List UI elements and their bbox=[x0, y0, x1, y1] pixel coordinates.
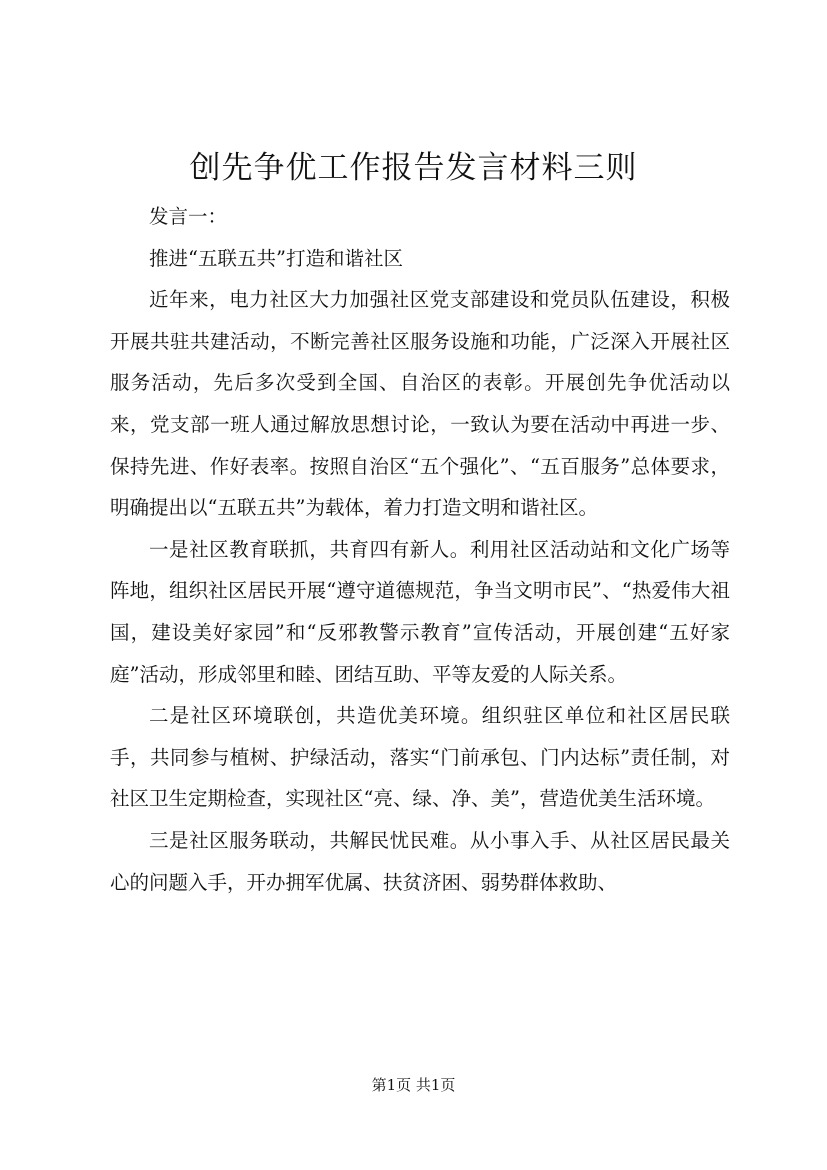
document-body bbox=[110, 196, 730, 903]
paragraph-education: 一是社区教育联抓，共育四有新人。利用社区活动站和文化广场等阵地，组织社区居民开展“遵守道德规范，争当文明市民”、“热爱伟大祖国，建设美好家园”和“反邪教警示教育”宣传活动，开展创建“五好家庭”活动，形成邻里和睦、团结互助、平等友爱的人际关系。 bbox=[110, 537, 730, 686]
paragraph-speech-label: 发言一： bbox=[149, 205, 228, 228]
page-footer: 第1页 共1页 bbox=[371, 1076, 456, 1094]
paragraph-environment: 二是社区环境联创，共造优美环境。组织驻区单位和社区居民联手，共同参与植树、护绿活动，落实“门前承包、门内达标”责任制，对社区卫生定期检查，实现社区“亮、绿、净、美”，营造优美生活环境。 bbox=[110, 704, 730, 811]
paragraph-service: 三是社区服务联动，共解民忧民难。从小事入手、从社区居民最关心的问题入手，开办拥军优属、扶贫济困、弱势群体救助、 bbox=[110, 828, 730, 894]
document-title: 创先争优工作报告发言材料三则 bbox=[189, 150, 638, 186]
paragraph-subtitle: 推进“五联五共”打造和谐社区 bbox=[149, 246, 403, 270]
paragraph-intro: 近年来，电力社区大力加强社区党支部建设和党员队伍建设，积极开展共驻共建活动，不断完善社区服务设施和功能，广泛深入开展社区服务活动，先后多次受到全国、自治区的表彰。开展创先争优活动以来，党支部一班人通过解放思想讨论，一致认为要在活动中再进一步、保持先进、作好表率。按照自治区“五个强化”、“五百服务”总体要求，明确提出以“五联五共”为载体，着力打造文明和谐社区。 bbox=[110, 288, 730, 520]
